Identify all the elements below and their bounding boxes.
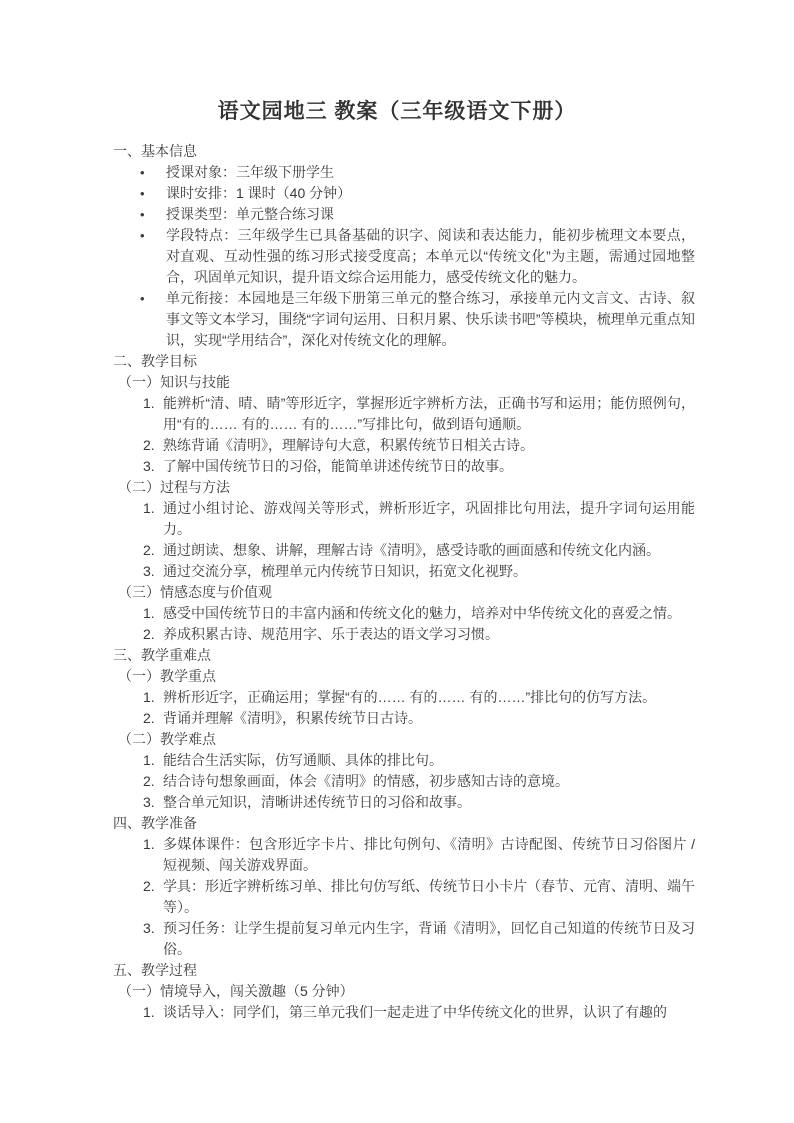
numbered-item: [113, 687, 695, 708]
numbered-item: [113, 498, 695, 540]
bullet-icon: •: [140, 165, 145, 180]
subsection-heading: （三）情感态度与价值观: [118, 584, 272, 600]
bullet-item: [113, 204, 695, 225]
section-teaching-preparation: [113, 813, 695, 960]
numbered-item: [113, 561, 695, 582]
numbered-item-text: 整合单元知识，清晰讲述传统节日的习俗和故事。: [163, 794, 471, 810]
numbered-item: [113, 456, 695, 477]
item-number: 3.: [143, 458, 155, 474]
item-number: 2.: [143, 773, 155, 789]
subsection-heading: （一）教学重点: [118, 668, 216, 684]
numbered-item: [113, 1002, 695, 1023]
numbered-item: [113, 771, 695, 792]
numbered-item-text: 学具：形近字辨析练习单、排比句仿写纸、传统节日小卡片（春节、元宵、清明、端午等）。: [163, 878, 695, 915]
numbered-item: [113, 603, 695, 624]
item-number: 3.: [143, 563, 155, 579]
numbered-item-text: 了解中国传统节日的习俗，能简单讲述传统节日的故事。: [163, 458, 513, 474]
item-number: 1.: [143, 500, 155, 516]
numbered-item-text: 多媒体课件：包含形近字卡片、排比句例句、《清明》古诗配图、传统节日习俗图片 / 短视频、闯关游戏界面。: [163, 836, 695, 873]
item-number: 2.: [143, 437, 155, 453]
numbered-item: [113, 708, 695, 729]
section-heading: 四、教学准备: [113, 815, 197, 831]
numbered-item-text: 结合诗句想象画面，体会《清明》的情感，初步感知古诗的意境。: [163, 773, 569, 789]
numbered-item-text: 辨析形近字，正确运用；掌握“有的…… 有的…… 有的……”排比句的仿写方法。: [163, 689, 657, 705]
numbered-item-text: 背诵并理解《清明》，积累传统节日古诗。: [163, 710, 422, 726]
bullet-item: [113, 183, 695, 204]
subsection-heading: （二）过程与方法: [118, 479, 230, 495]
item-number: 2.: [143, 878, 155, 894]
item-number: 1.: [143, 605, 155, 621]
numbered-item: [113, 435, 695, 456]
bullet-item-text: 学段特点：三年级学生已具备基础的识字、阅读和表达能力，能初步梳理文本要点，对直观、互动性强的练习形式接受度高；本单元以“传统文化”为主题，需通过园地整合，巩固单元知识，提升语文综合运用能力，感受传统文化的魅力。: [166, 227, 695, 285]
subsection-heading: （一）知识与技能: [118, 374, 230, 390]
doc-title: 语文园地三 教案（三年级语文下册）: [217, 100, 577, 123]
item-number: 1.: [143, 752, 155, 768]
bullet-icon: •: [140, 291, 145, 306]
bullet-item-text: 授课类型：单元整合练习课: [166, 206, 334, 222]
item-number: 2.: [143, 626, 155, 642]
numbered-item: [113, 624, 695, 645]
subsection-heading: （一）情境导入，闯关激趣（5 分钟）: [118, 983, 354, 999]
section-teaching-process: [113, 960, 695, 1023]
bullet-item: [113, 225, 695, 288]
bullet-item: [113, 162, 695, 183]
item-number: 2.: [143, 542, 155, 558]
item-number: 1.: [143, 689, 155, 705]
bullet-item: [113, 288, 695, 351]
section-heading: 三、教学重难点: [113, 647, 211, 663]
numbered-item-text: 谈话导入：同学们，第三单元我们一起走进了中华传统文化的世界，认识了有趣的: [163, 1004, 667, 1020]
item-number: 3.: [143, 794, 155, 810]
bullet-icon: •: [140, 228, 145, 243]
bullet-item-text: 课时安排：1 课时（40 分钟）: [166, 185, 352, 201]
section-heading: 五、教学过程: [113, 962, 197, 978]
item-number: 3.: [143, 920, 155, 936]
numbered-item-text: 感受中国传统节日的丰富内涵和传统文化的魅力，培养对中华传统文化的喜爱之情。: [163, 605, 681, 621]
bullet-icon: •: [140, 186, 145, 201]
item-number: 2.: [143, 710, 155, 726]
numbered-item-text: 养成积累古诗、规范用字、乐于表达的语文学习习惯。: [163, 626, 499, 642]
numbered-item: [113, 540, 695, 561]
section-heading: 一、基本信息: [113, 143, 197, 159]
section-basic-info: [113, 141, 695, 351]
numbered-item-text: 通过交流分享，梳理单元内传统节日知识，拓宽文化视野。: [163, 563, 527, 579]
bullet-item-text: 单元衔接：本园地是三年级下册第三单元的整合练习，承接单元内文言文、古诗、叙事文等文本学习，围绕“字词句运用、日积月累、快乐读书吧”等模块，梳理单元重点知识，实现“学用结合”，深化对传统文化的理解。: [166, 290, 695, 348]
item-number: 1.: [143, 1004, 155, 1020]
item-number: 1.: [143, 836, 155, 852]
section-heading: 二、教学目标: [113, 353, 197, 369]
bullet-icon: •: [140, 207, 145, 222]
numbered-item-text: 通过朗读、想象、讲解，理解古诗《清明》，感受诗歌的画面感和传统文化内涵。: [163, 542, 660, 558]
doc-body: [0, 141, 794, 1023]
numbered-item-text: 能结合生活实际，仿写通顺、具体的排比句。: [163, 752, 443, 768]
bullet-item-text: 授课对象：三年级下册学生: [166, 164, 334, 180]
numbered-item: [113, 918, 695, 960]
item-number: 1.: [143, 395, 155, 411]
numbered-item: [113, 876, 695, 918]
section-teaching-goals: [113, 351, 695, 645]
section-key-difficult-points: [113, 645, 695, 813]
numbered-item: [113, 834, 695, 876]
numbered-item-text: 通过小组讨论、游戏闯关等形式，辨析形近字，巩固排比句用法，提升字词句运用能力。: [163, 500, 695, 537]
numbered-item: [113, 393, 695, 435]
subsection-heading: （二）教学难点: [118, 731, 216, 747]
numbered-item-text: 熟练背诵《清明》，理解诗句大意，积累传统节日相关古诗。: [163, 437, 534, 453]
numbered-item-text: 能辨析“清、晴、睛”等形近字，掌握形近字辨析方法，正确书写和运用；能仿照例句，用“有的…… 有的…… 有的……”写排比句，做到语句通顺。: [163, 395, 695, 432]
numbered-item: [113, 792, 695, 813]
numbered-item-text: 预习任务：让学生提前复习单元内生字，背诵《清明》，回忆自己知道的传统节日及习俗。: [163, 920, 695, 957]
numbered-item: [113, 750, 695, 771]
